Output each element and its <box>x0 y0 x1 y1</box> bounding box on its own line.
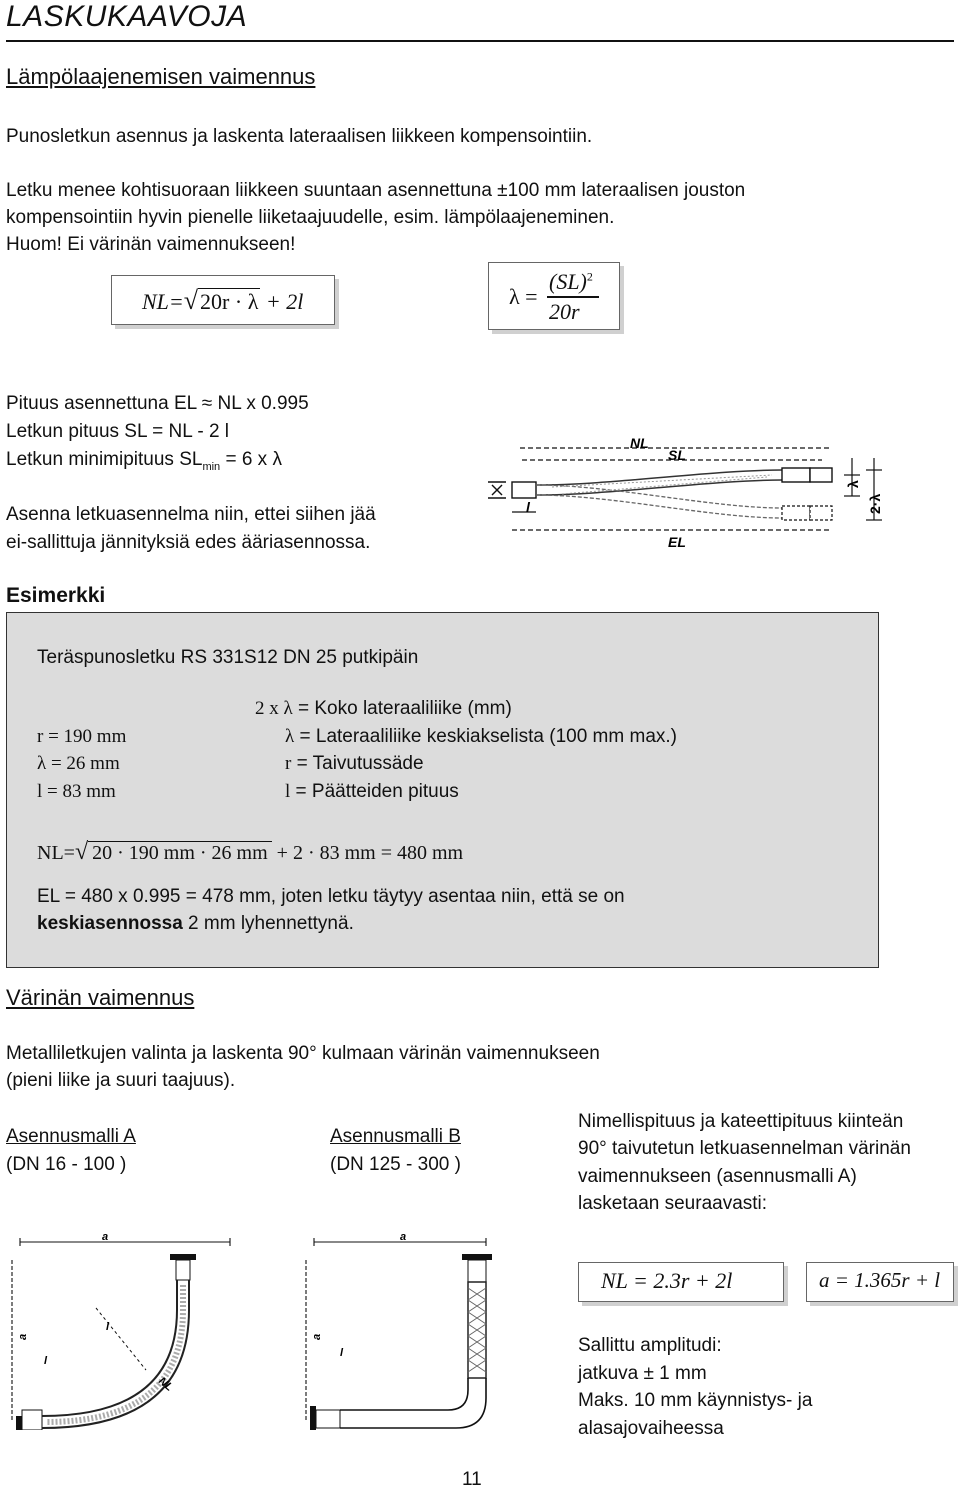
example-lambda: λ = 26 mm <box>37 753 120 774</box>
model-b-range: (DN 125 - 300 ) <box>330 1154 461 1175</box>
min-length-line: Letkun minimipituus $SL_{min} = 6$ x λ <box>6 449 282 473</box>
fig-b-label-a-vert: a <box>311 1333 323 1340</box>
legend-row: 2 x λ = Koko lateraaliliike (mm) <box>255 698 512 719</box>
amplitude-line: jatkuva ± 1 mm <box>578 1363 707 1384</box>
para-line: Letku menee kohtisuoraan liikkeen suuntaan asennettuna ±100 mm lateraalisen jouston <box>6 180 746 201</box>
page-number: 11 <box>462 1469 482 1490</box>
label-lambda: λ <box>845 480 861 488</box>
fig-a-label-a-vert: a <box>17 1333 29 1340</box>
header-rule <box>6 40 954 42</box>
label-l: l <box>526 499 530 515</box>
legend-row: l = Päätteiden pituus <box>285 781 459 802</box>
right-text-line: 90° taivutetun letkuasennelman värinän <box>578 1138 911 1159</box>
fig-a-label-l: l <box>44 1355 48 1367</box>
right-text-line: Nimellispituus ja kateettipituus kiinteän <box>578 1111 904 1132</box>
legend-row: r = Taivutussäde <box>285 753 424 774</box>
amplitude-line: Sallittu amplitudi: <box>578 1335 722 1356</box>
amplitude-line: Maks. 10 mm käynnistys- ja <box>578 1390 813 1411</box>
formula-box-lambda <box>488 262 620 330</box>
advice-line: Asenna letkuasennelma niin, ettei siihen jää <box>6 504 376 525</box>
example-heading: Esimerkki <box>6 584 106 607</box>
model-a-title: Asennusmalli A <box>6 1126 136 1147</box>
model-b-figure <box>300 1230 530 1430</box>
formula-nl-b: NL = 2.3r + 2l <box>601 1268 733 1293</box>
advice-line: ei-sallittuja jännityksiä edes ääriasennossa. <box>6 532 371 553</box>
section-heading-thermal: Lämpölaajenemisen vaimennus <box>6 64 316 89</box>
example-result-2: keskiasennossa 2 mm lyhennettynä. <box>37 913 354 934</box>
lateral-hose-diagram <box>482 430 960 565</box>
example-calc: NL=√ 20 · 190 mm · 26 mm + 2 · 83 mm = 480 mm <box>37 839 464 865</box>
example-product: Teräspunosletku RS 331S12 DN 25 putkipäin <box>37 647 419 668</box>
intro-text: Punosletkun asennus ja laskenta lateraalisen liikkeen kompensointiin. <box>6 126 593 147</box>
para-line: (pieni liike ja suuri taajuus). <box>6 1070 236 1091</box>
formula-lambda-num: (SL)$^2$ <box>549 269 593 294</box>
fig-b-label-a: a <box>400 1231 407 1243</box>
formula-nl: NL=√20r · λ + 2l <box>142 286 304 315</box>
para-line: Huom! Ei värinän vaimennukseen! <box>6 234 296 255</box>
example-box <box>6 612 879 968</box>
formula-lambda-lhs: λ = <box>509 284 538 309</box>
legend-row: λ = Lateraaliliike keskiakselista (100 mm max.) <box>285 726 677 747</box>
fig-b-label-l: l <box>340 1347 344 1359</box>
model-a-range: (DN 16 - 100 ) <box>6 1154 127 1175</box>
example-r: r = 190 mm <box>37 726 127 747</box>
para-line: Metalliletkujen valinta ja laskenta 90° kulmaan värinän vaimennukseen <box>6 1043 600 1064</box>
fig-a-label-nl: NL <box>156 1375 176 1394</box>
model-a-figure <box>6 1230 236 1430</box>
label-two-lambda: 2·λ <box>867 493 883 514</box>
fig-a-label-a: a <box>102 1231 109 1243</box>
model-b-title: Asennusmalli B <box>330 1126 461 1147</box>
fig-a-label-l2: l <box>106 1321 110 1333</box>
right-text-line: lasketaan seuraavasti: <box>578 1193 768 1214</box>
label-nl: NL <box>630 435 649 451</box>
fraction-bar <box>547 296 599 298</box>
section-heading-vibration: Värinän vaimennus <box>6 985 195 1010</box>
formula-box-nl <box>111 275 335 325</box>
para-line: kompensointiin hyvin pienelle liiketaajuudelle, esim. lämpölaajeneminen. <box>6 207 615 228</box>
formula-box-a <box>806 1262 954 1302</box>
formula-a: a = 1.365r + l <box>819 1268 941 1292</box>
formula-box-nl-b <box>578 1262 784 1302</box>
label-el: EL <box>668 534 686 550</box>
amplitude-line: alasajovaiheessa <box>578 1418 724 1439</box>
example-result: EL = 480 x 0.995 = 478 mm, joten letku täytyy asentaa niin, että se on <box>37 886 625 907</box>
formula-lambda-den: 20r <box>549 299 580 324</box>
right-text-line: vaimennukseen (asennusmalli A) <box>578 1166 857 1187</box>
label-sl: SL <box>668 447 686 463</box>
page-title: LASKUKAAVOJA <box>6 0 248 33</box>
length-line: Letkun pituus SL = NL - 2 l <box>6 421 230 442</box>
example-l: l = 83 mm <box>37 781 116 802</box>
length-line: Pituus asennettuna EL ≈ NL x 0.995 <box>6 393 309 414</box>
